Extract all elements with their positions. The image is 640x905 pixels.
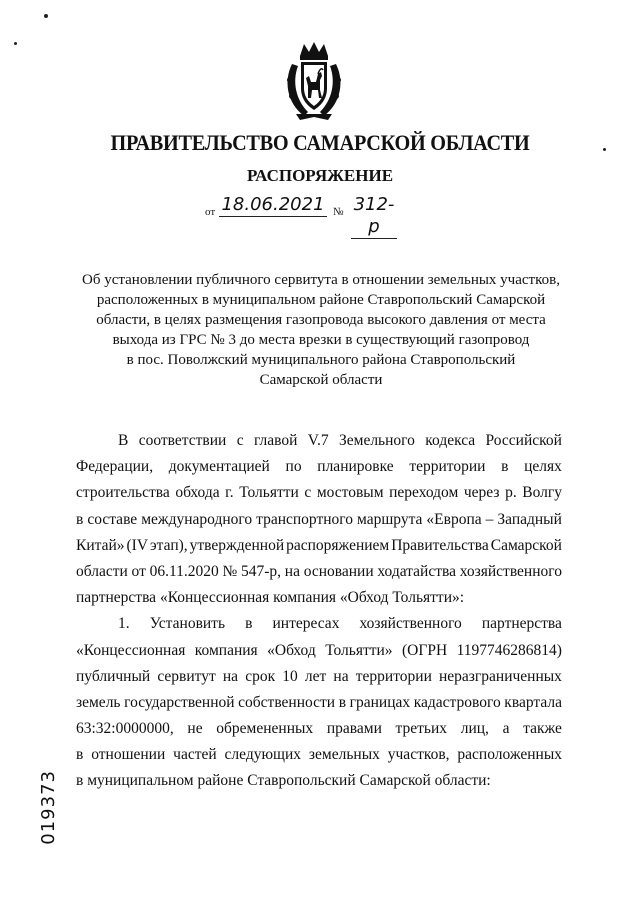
organization-title: ПРАВИТЕЛЬСТВО САМАРСКОЙ ОБЛАСТИ: [110, 130, 530, 155]
body-word: (ОГРН: [402, 641, 448, 659]
body-word: партнерства: [481, 615, 562, 633]
body-word: р.: [505, 484, 517, 502]
body-word: переходом: [389, 484, 459, 502]
body-word: международного: [141, 510, 253, 528]
body-word: «Концессионная: [76, 641, 186, 659]
body-word: а: [502, 720, 510, 738]
body-word: мостовым: [316, 484, 384, 502]
body-word: неразграниченных: [439, 667, 562, 685]
subject-line: расположенных в муниципальном районе Ставропольский Самарской: [96, 292, 546, 308]
body-line: [76, 507, 562, 533]
body-word: расположенных: [457, 746, 562, 764]
subject-line: области, в целях размещения газопровода высокого давления от места: [96, 312, 546, 328]
body-word: Российской: [485, 432, 562, 449]
body-word: 10: [282, 667, 298, 685]
body-line: [76, 716, 562, 742]
body-word: ходатайства: [377, 562, 456, 580]
date-number-line: [205, 194, 445, 237]
body-word: территории: [355, 667, 432, 685]
body-word: транспортного: [256, 510, 354, 528]
body-word: хозяйственного: [459, 562, 562, 580]
body-word: Федерации,: [76, 458, 154, 476]
body-word: отношении: [91, 746, 166, 764]
body-word: 1.: [118, 615, 130, 633]
number-prefix: №: [333, 206, 344, 218]
body-word: собственности: [238, 693, 336, 711]
body-word: с: [236, 432, 244, 449]
body-line: [76, 480, 562, 506]
body-word: (IV: [126, 536, 149, 554]
body-word: Правительства: [391, 536, 489, 554]
document-number: 312-р: [351, 194, 397, 239]
body-word: утвержденной: [189, 536, 285, 554]
body-line: [76, 611, 562, 637]
coat-of-arms-icon: [278, 40, 350, 122]
body-word: следующих: [224, 746, 302, 764]
body-word: обхода: [175, 484, 220, 502]
body-word: государственной: [124, 693, 235, 711]
body-word: в: [76, 510, 84, 528]
body-word: строительства: [76, 484, 170, 502]
body-word: частей: [173, 746, 217, 764]
body-word: на: [222, 667, 239, 685]
body-line: [76, 690, 562, 716]
body-word: лиц,: [460, 720, 489, 738]
body-line: [76, 664, 562, 690]
body-word: в: [501, 458, 509, 476]
body-word: через: [463, 484, 500, 502]
body-word: №: [222, 562, 238, 580]
body-word: на: [284, 562, 300, 580]
body-word: территории: [409, 458, 486, 476]
subject-line: в пос. Поволжский муниципального района Ставропольский: [126, 352, 516, 368]
body-word: «Европа: [426, 510, 482, 528]
body-word: Волгу: [522, 484, 562, 502]
body-line: [76, 742, 562, 768]
body-word: Западный: [497, 510, 562, 528]
body-word: 547-р,: [241, 562, 282, 580]
body-word: публичный: [76, 667, 151, 685]
body-word: на: [333, 667, 349, 685]
body-word: в: [245, 615, 253, 633]
body-word: 63:32:0000000,: [76, 720, 174, 738]
body-word: в: [76, 746, 84, 764]
body-word: третьих: [395, 720, 448, 738]
body-word: с: [304, 484, 312, 502]
body-word: целях: [524, 458, 562, 476]
document-type: РАСПОРЯЖЕНИЕ: [246, 166, 394, 185]
body-word: обремененных: [216, 720, 314, 738]
body-word: В: [118, 432, 129, 449]
body-word: в: [338, 693, 347, 711]
body-word: также: [523, 720, 562, 738]
body-word: Китай»: [76, 536, 125, 554]
document-body: [76, 428, 562, 795]
body-word: правами: [326, 720, 382, 738]
body-line: [76, 454, 562, 480]
body-line: партнерства «Концессионная компания «Обход Тольятти»:: [76, 589, 465, 607]
body-word: участков,: [387, 746, 450, 764]
body-line: [76, 533, 562, 559]
body-word: сервитут: [157, 667, 216, 685]
body-word: Тольятти»: [325, 641, 393, 659]
body-word: не: [187, 720, 203, 738]
body-word: квартала: [504, 693, 562, 711]
body-line: в муниципальном районе Ставропольский Самарской области:: [76, 772, 491, 790]
body-word: Установить: [149, 615, 226, 633]
body-word: соответствии: [138, 432, 227, 449]
body-word: от: [131, 562, 146, 580]
margin-serial-number: 019373: [38, 770, 59, 845]
scan-mark: [44, 14, 48, 18]
document-subject: [76, 270, 566, 390]
body-word: земельных: [308, 746, 380, 764]
scan-mark: [14, 42, 17, 45]
subject-line: выхода из ГРС № 3 до места врезки в существующий газопровод: [112, 332, 530, 348]
body-line: [76, 428, 562, 454]
body-word: г.: [225, 484, 234, 502]
body-word: «Обход: [267, 641, 316, 659]
body-word: земель: [76, 693, 121, 711]
subject-line: Самарской области: [259, 372, 383, 388]
body-word: V.7: [307, 432, 329, 449]
body-word: Самарской: [490, 536, 562, 554]
body-word: маршрута: [357, 510, 423, 528]
body-word: –: [485, 510, 494, 528]
body-word: компания: [194, 641, 258, 659]
date-prefix: от: [205, 206, 216, 218]
body-word: 06.11.2020: [149, 562, 219, 580]
body-word: срок: [245, 667, 276, 685]
body-word: по: [285, 458, 302, 476]
document-date: 18.06.2021: [219, 194, 327, 217]
body-word: распоряжением: [286, 536, 390, 554]
body-word: этап),: [150, 536, 188, 554]
body-line: [76, 638, 562, 664]
body-word: документацией: [168, 458, 270, 476]
body-word: кадастрового: [413, 693, 501, 711]
body-word: Земельного: [338, 432, 415, 449]
body-word: области: [76, 562, 128, 580]
subject-line: Об установлении публичного сервитута в отношении земельных участков,: [82, 272, 560, 288]
body-word: хозяйственного: [359, 615, 462, 633]
body-word: главой: [253, 432, 298, 449]
body-word: интересах: [272, 615, 340, 633]
body-word: Тольятти: [239, 484, 299, 502]
body-word: кодекса: [425, 432, 476, 449]
body-word: границах: [349, 693, 411, 711]
body-word: 1197746286814): [456, 641, 562, 659]
body-word: планировке: [317, 458, 394, 476]
body-word: лет: [304, 667, 327, 685]
body-word: основании: [303, 562, 374, 580]
body-line: [76, 559, 562, 585]
body-word: составе: [87, 510, 138, 528]
